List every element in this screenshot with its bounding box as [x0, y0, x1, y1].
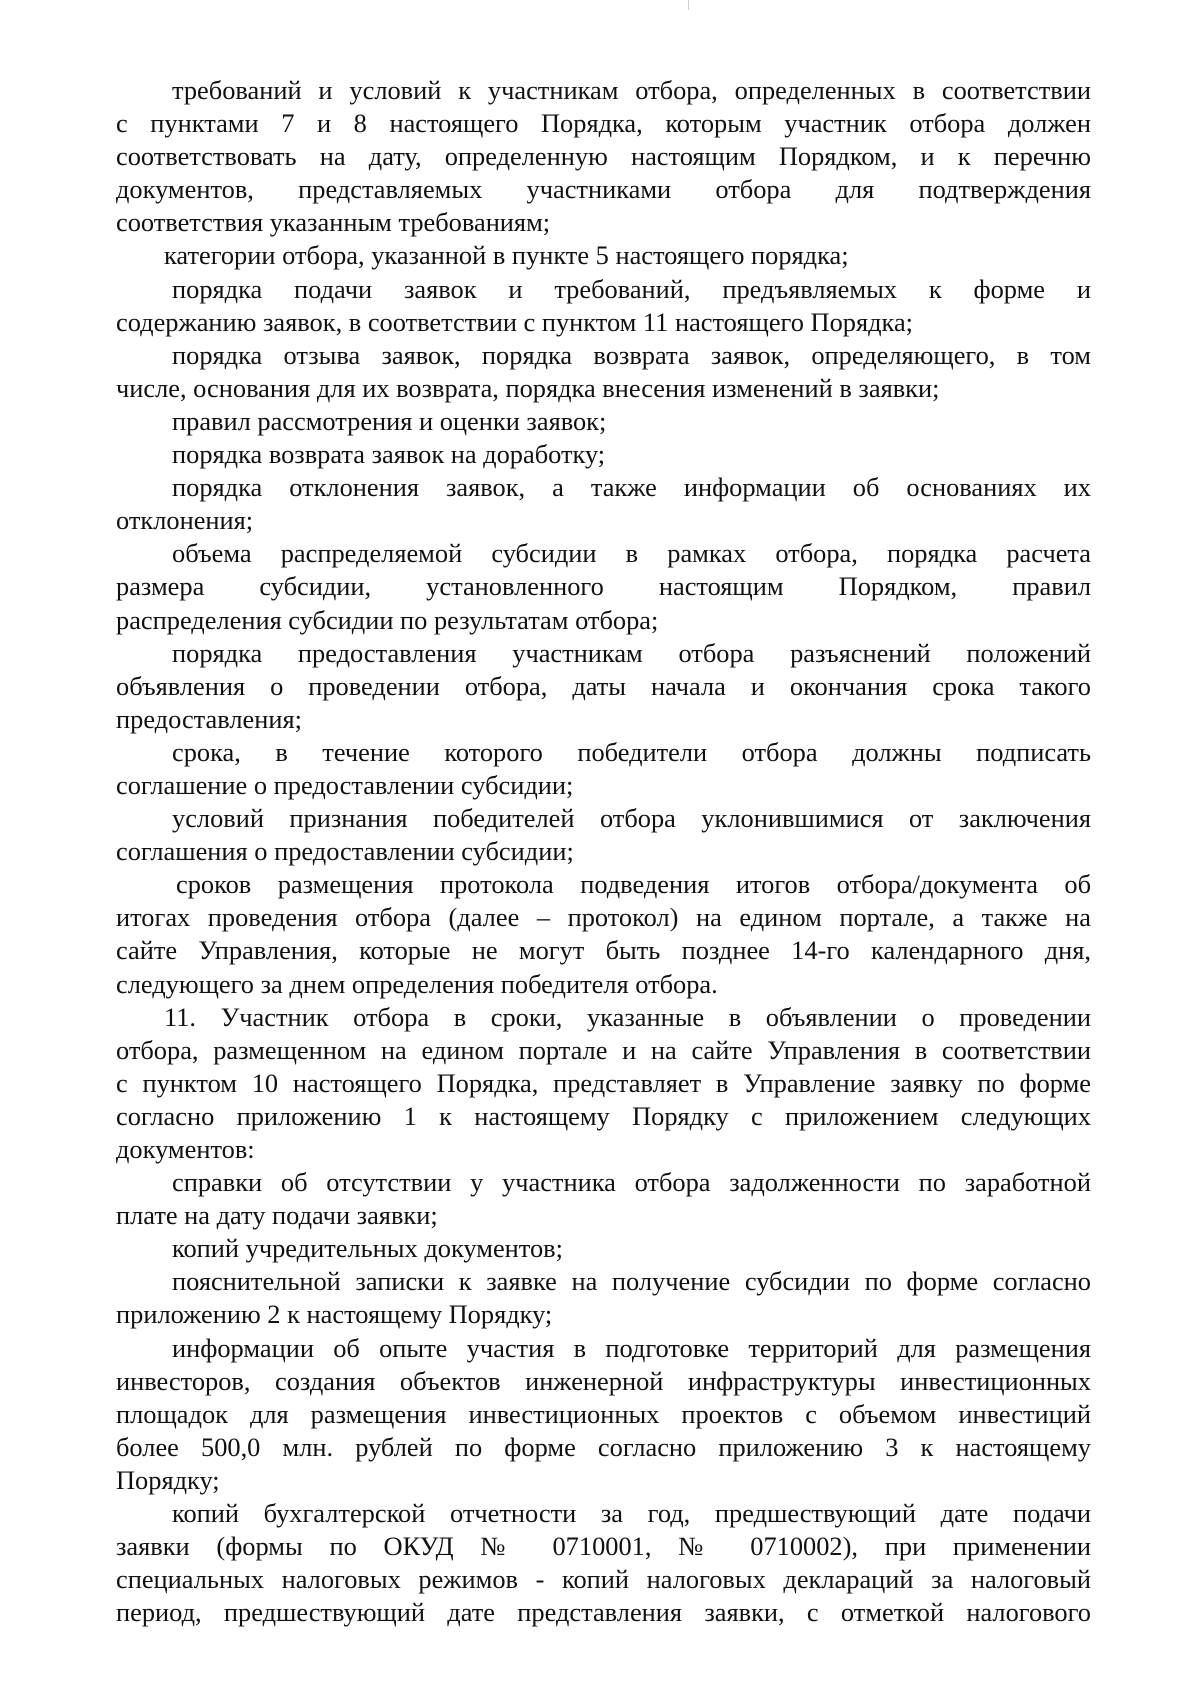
text-line: с пунктами 7 и 8 настоящего Порядка, которым участник отбора должен: [116, 108, 1091, 139]
text-line: объявления о проведении отбора, даты начала и окончания срока такого: [116, 670, 1091, 701]
text-line: с пунктом 10 настоящего Порядка, представляет в Управление заявку по форме: [116, 1067, 1091, 1098]
text-line: соответствовать на дату, определенную настоящим Порядком, и к перечню: [116, 141, 1091, 172]
text-line: информации об опыте участия в подготовке территорий для размещения: [172, 1332, 1091, 1363]
text-line: соглашение о предоставлении субсидии;: [116, 769, 574, 800]
text-line: плате на дату подачи заявки;: [116, 1200, 438, 1231]
text-line: 11. Участник отбора в сроки, указанные в объявлении о проведении: [164, 1001, 1091, 1032]
text-line: площадок для размещения инвестиционных проектов с объемом инвестиций: [116, 1398, 1091, 1429]
text-line: отбора, размещенном на едином портале и на сайте Управления в соответствии: [116, 1034, 1091, 1065]
text-line: период, предшествующий дате представления заявки, с отметкой налогового: [116, 1597, 1091, 1628]
text-line: пояснительной записки к заявке на получение субсидии по форме согласно: [172, 1266, 1091, 1297]
text-line: документов:: [116, 1134, 255, 1164]
text-line: приложению 2 к настоящему Порядку;: [116, 1299, 553, 1330]
text-line: соглашения о предоставлении субсидии;: [116, 836, 574, 867]
text-line: копий бухгалтерской отчетности за год, предшествующий дате подачи: [172, 1498, 1091, 1529]
text-line: специальных налоговых режимов - копий налоговых деклараций за налоговый: [116, 1564, 1091, 1595]
text-line: числе, основания для их возврата, порядка внесения изменений в заявки;: [116, 372, 940, 403]
text-line: порядка подачи заявок и требований, предъявляемых к форме и: [172, 273, 1091, 304]
text-line: категории отбора, указанной в пункте 5 настоящего порядка;: [164, 240, 849, 271]
text-line: отклонения;: [116, 505, 254, 536]
text-line: размера субсидии, установленного настоящим Порядком, правил: [116, 571, 1091, 602]
text-line: содержанию заявок, в соответствии с пунктом 11 настоящего Порядка;: [116, 306, 913, 337]
text-line: порядка отклонения заявок, а также информации об основаниях их: [172, 472, 1091, 503]
text-line: Порядку;: [116, 1464, 220, 1495]
text-line: порядка отзыва заявок, порядка возврата заявок, определяющего, в том: [172, 339, 1091, 370]
text-line: порядка предоставления участникам отбора разъяснений положений: [172, 637, 1091, 668]
text-line: условий признания победителей отбора уклонившимися от заключения: [172, 803, 1091, 834]
text-line: требований и условий к участникам отбора, определенных в соответствии: [172, 75, 1091, 105]
text-line: соответствия указанным требованиям;: [116, 207, 551, 238]
document-body: [116, 74, 1091, 1629]
text-line: сайте Управления, которые не могут быть позднее 14-го календарного дня,: [116, 935, 1091, 966]
text-line: справки об отсутствии у участника отбора задолженности по заработной: [172, 1167, 1091, 1198]
text-line: правил рассмотрения и оценки заявок;: [172, 405, 607, 436]
text-line: сроков размещения протокола подведения итогов отбора/документа об: [176, 869, 1091, 900]
text-line: следующего за днем определения победителя отбора.: [116, 968, 718, 999]
text-line: копий учредительных документов;: [172, 1233, 563, 1264]
text-line: распределения субсидии по результатам отбора;: [116, 604, 659, 635]
text-line: порядка возврата заявок на доработку;: [172, 439, 606, 470]
text-line: согласно приложению 1 к настоящему Порядку с приложением следующих: [116, 1100, 1091, 1131]
text-line: объема распределяемой субсидии в рамках отбора, порядка расчета: [172, 538, 1091, 569]
text-line: более 500,0 млн. рублей по форме согласно приложению 3 к настоящему: [116, 1431, 1091, 1462]
text-line: итогах проведения отбора (далее – протокол) на едином портале, а также на: [116, 902, 1091, 933]
text-line: инвесторов, создания объектов инженерной инфраструктуры инвестиционных: [116, 1365, 1091, 1396]
text-line: документов, представляемых участниками отбора для подтверждения: [116, 174, 1091, 205]
text-line: заявки (формы по ОКУД № 0710001, № 0710002), при применении: [116, 1531, 1091, 1562]
scan-mark: [688, 0, 689, 10]
text-line: срока, в течение которого победители отбора должны подписать: [172, 736, 1091, 767]
text-line: предоставления;: [116, 703, 302, 734]
